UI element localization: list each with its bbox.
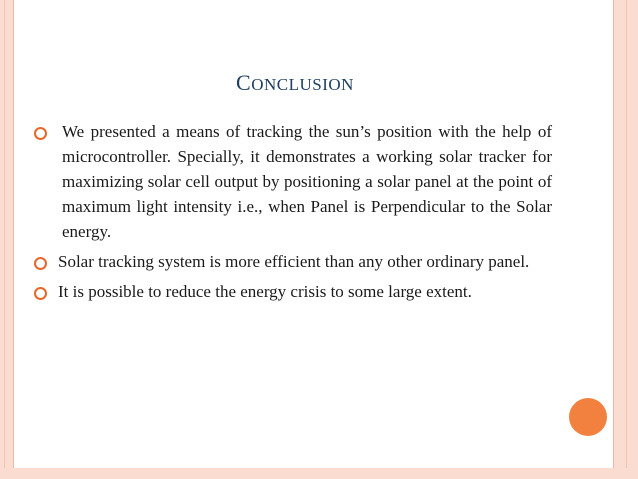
slide-title: [0, 70, 590, 96]
bullet-item: [32, 249, 552, 274]
title-initial: C: [236, 70, 252, 95]
ring-bullet-icon: [34, 127, 47, 140]
ring-bullet-icon: [34, 287, 47, 300]
bullet-text: It is possible to reduce the energy crisis to some large extent.: [58, 282, 472, 301]
bullet-item: [32, 119, 552, 244]
bullet-list: [32, 119, 552, 309]
frame-line-right: [626, 0, 627, 479]
decorative-orange-circle: [569, 398, 607, 436]
ring-bullet-icon: [34, 257, 47, 270]
title-rest: ONCLUSION: [251, 75, 354, 94]
bullet-text: Solar tracking system is more efficient than any other ordinary panel.: [58, 252, 530, 271]
bullet-text: We presented a means of tracking the sun’s position with the help of microcontroller. Specially, it demonstrates a working solar tracker for maximizing solar cell output by positioning a solar panel at the point of maximum light intensity i.e., when Panel is Perpendicular to the Solar energy.: [62, 122, 552, 241]
frame-bottom-strip: [0, 468, 638, 479]
bullet-item: [32, 279, 552, 304]
